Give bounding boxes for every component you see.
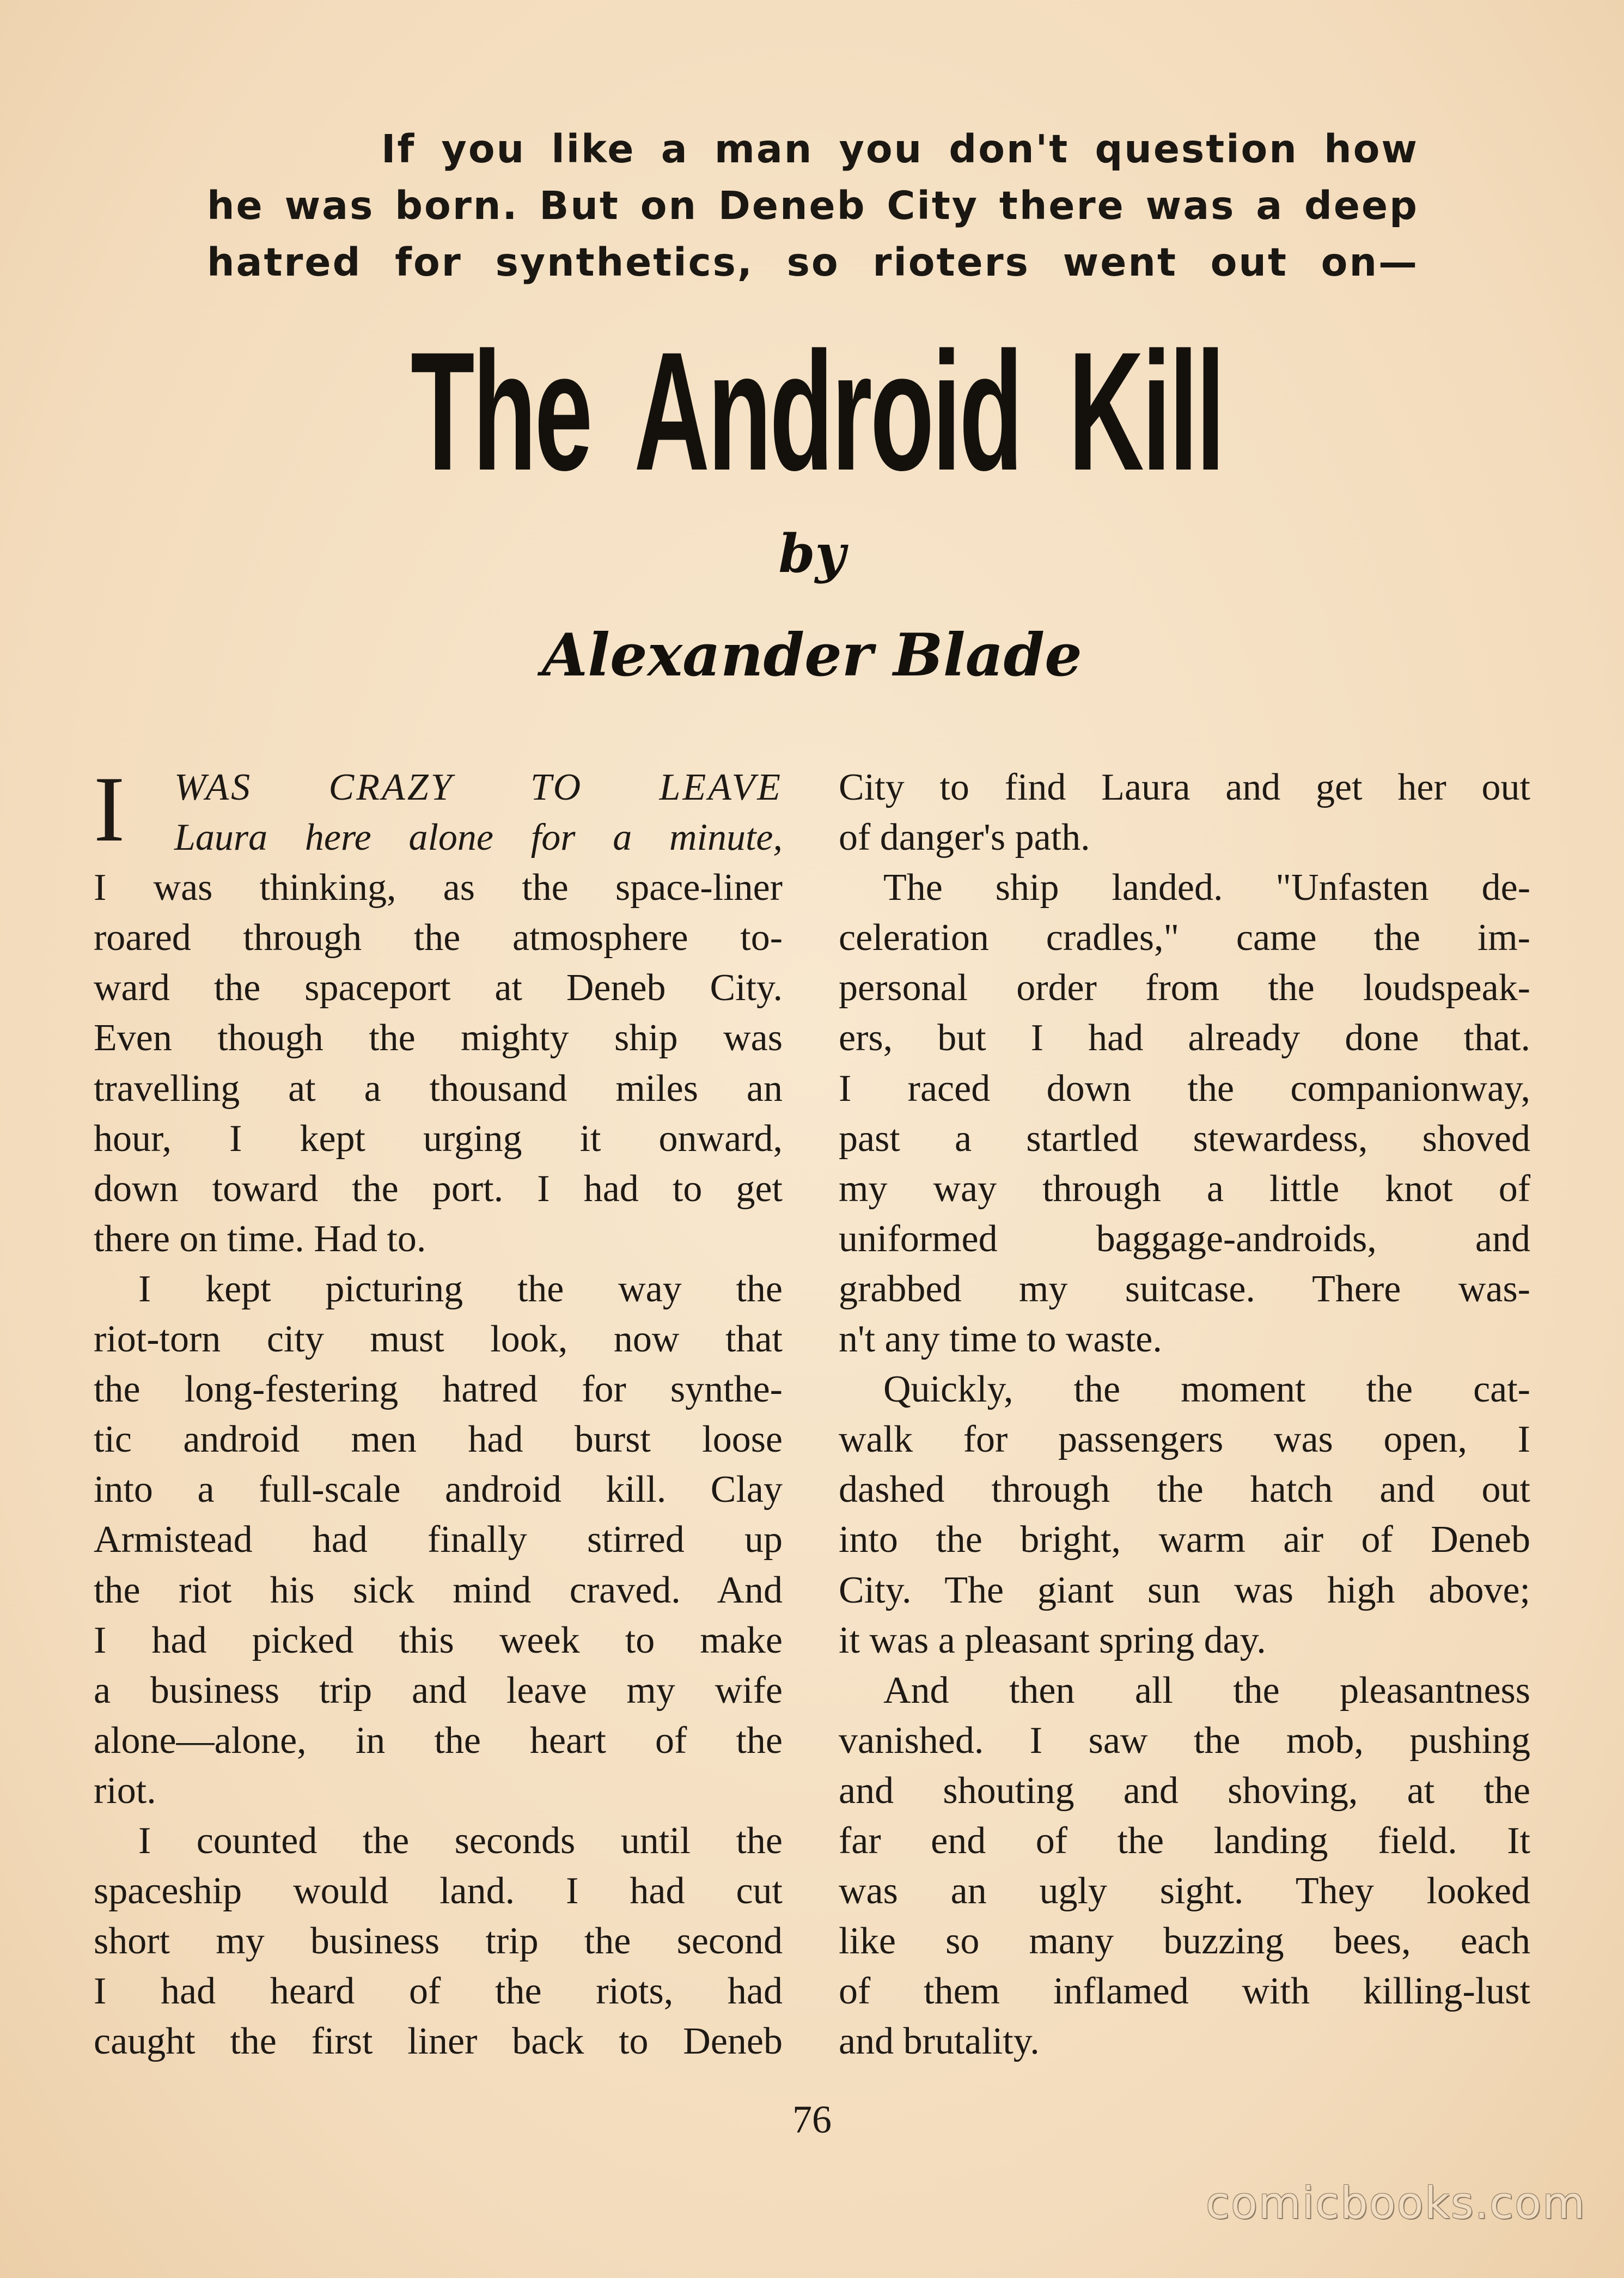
text-line: Laura here alone for a minute, — [174, 817, 783, 859]
text-line: grabbed my suitcase. There was- — [839, 1268, 1530, 1310]
text-line: and brutality. — [839, 2020, 1040, 2063]
text-line: tic android men had burst loose — [94, 1418, 783, 1461]
author-name: Alexander Blade — [542, 621, 1082, 690]
teaser-line: If you like a man you don't question how — [381, 126, 1419, 172]
text-line: alone—alone, in the heart of the — [94, 1719, 783, 1762]
text-line: Even though the mighty ship was — [94, 1017, 783, 1059]
story-teaser — [207, 121, 1419, 291]
text-line: roared through the atmosphere to- — [94, 917, 783, 959]
text-line: dashed through the hatch and out — [839, 1469, 1530, 1511]
text-line: it was a pleasant spring day. — [839, 1619, 1266, 1661]
text-line: I kept picturing the way the — [138, 1268, 783, 1310]
story-title: The Android Kill — [411, 316, 1223, 505]
text-line: City to find Laura and get her out — [839, 766, 1530, 808]
text-line: like so many buzzing bees, each — [839, 1920, 1530, 1963]
text-line: Quickly, the moment the cat- — [883, 1368, 1530, 1411]
text-line: I had heard of the riots, had — [94, 1970, 783, 2013]
text-line: a business trip and leave my wife — [94, 1669, 783, 1711]
right-column — [839, 763, 1530, 2067]
teaser-line: hatred for synthetics, so rioters went out on— — [207, 240, 1419, 285]
watermark: comicbooks.com — [1205, 2178, 1586, 2228]
text-line: past a startled stewardess, shoved — [839, 1117, 1530, 1160]
text-line: I was thinking, as the space-liner — [94, 867, 783, 909]
text-line: The ship landed. "Unfasten de- — [883, 867, 1530, 909]
text-line: short my business trip the second — [94, 1920, 783, 1963]
text-line: And then all the pleasantness — [883, 1669, 1530, 1711]
text-line: riot. — [94, 1769, 156, 1812]
byline: by — [778, 523, 846, 584]
text-line: Armistead had finally stirred up — [94, 1519, 783, 1561]
text-line: there on time. Had to. — [94, 1217, 426, 1260]
text-line: of danger's path. — [839, 817, 1090, 859]
page-number: 76 — [792, 2098, 832, 2141]
text-line: of them inflamed with killing-lust — [839, 1970, 1530, 2013]
teaser-line: he was born. But on Deneb City there was a deep — [207, 183, 1419, 228]
text-line: down toward the port. I had to get — [94, 1167, 783, 1210]
text-line: ward the spaceport at Deneb City. — [94, 967, 783, 1009]
text-line: I raced down the companionway, — [839, 1067, 1530, 1110]
text-line: and shouting and shoving, at the — [839, 1769, 1530, 1812]
text-line: ers, but I had already done that. — [839, 1017, 1530, 1059]
text-line: hour, I kept urging it onward, — [94, 1117, 783, 1160]
text-line: the riot his sick mind craved. And — [94, 1569, 783, 1611]
text-line: I counted the seconds until the — [138, 1819, 783, 1862]
text-line: into a full-scale android kill. Clay — [94, 1469, 783, 1511]
text-line: far end of the landing field. It — [839, 1819, 1530, 1862]
text-line: personal order from the loudspeak- — [839, 967, 1530, 1009]
text-line: caught the first liner back to Deneb — [94, 2020, 783, 2063]
text-line: vanished. I saw the mob, pushing — [839, 1719, 1530, 1762]
text-line: walk for passengers was open, I — [839, 1418, 1530, 1461]
left-column — [94, 758, 783, 2067]
text-line: into the bright, warm air of Deneb — [839, 1519, 1530, 1561]
drop-cap: I — [94, 758, 125, 861]
text-line: spaceship would land. I had cut — [94, 1870, 783, 1912]
text-line: celeration cradles," came the im- — [839, 917, 1530, 959]
text-line: n't any time to waste. — [839, 1318, 1162, 1361]
text-line: City. The giant sun was high above; — [839, 1569, 1530, 1611]
text-line: I had picked this week to make — [94, 1619, 783, 1661]
text-line: the long-festering hatred for synthe- — [94, 1368, 783, 1411]
text-line: was an ugly sight. They looked — [839, 1870, 1530, 1912]
text-line: my way through a little knot of — [839, 1167, 1530, 1210]
text-line: uniformed baggage-androids, and — [839, 1217, 1530, 1260]
text-line: WAS CRAZY TO LEAVE — [174, 766, 783, 808]
text-line: riot-torn city must look, now that — [94, 1318, 783, 1361]
text-line: travelling at a thousand miles an — [94, 1067, 783, 1110]
